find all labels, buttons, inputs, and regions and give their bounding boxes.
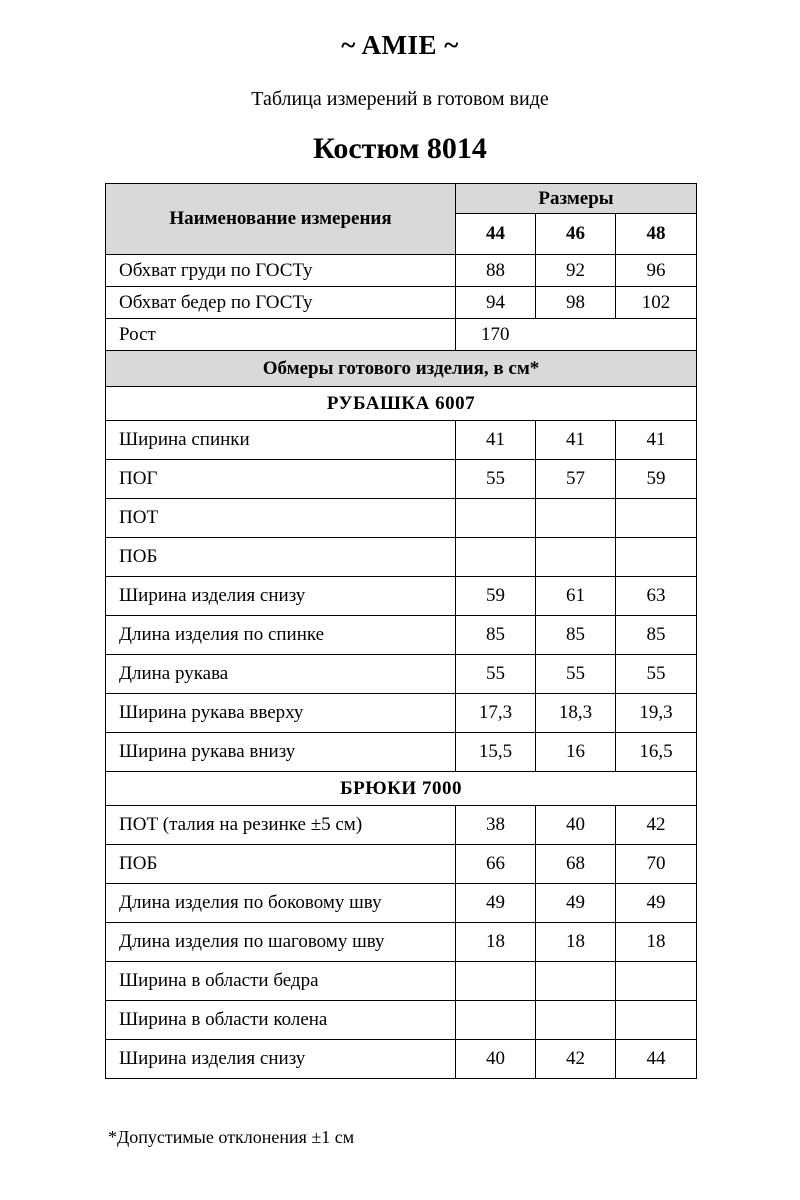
measurement-table-body — [106, 184, 697, 1079]
value-cell — [616, 499, 697, 538]
value-cell: 19,3 — [616, 694, 697, 733]
value-cell: 18 — [536, 923, 616, 962]
row-label: ПОТ (талия на резинке ±5 см) — [106, 806, 456, 845]
value-cell: 85 — [616, 616, 697, 655]
value-cell: 96 — [616, 255, 697, 287]
value-cell: 88 — [456, 255, 536, 287]
table-row — [106, 806, 697, 845]
table-row — [106, 884, 697, 923]
row-label: ПОГ — [106, 460, 456, 499]
table-row — [106, 923, 697, 962]
value-cell: 40 — [456, 1040, 536, 1079]
value-cell: 49 — [456, 884, 536, 923]
shirt-title: РУБАШКА 6007 — [106, 387, 697, 421]
table-row — [106, 845, 697, 884]
value-cell: 16,5 — [616, 733, 697, 772]
value-cell — [456, 962, 536, 1001]
value-cell: 63 — [616, 577, 697, 616]
value-cell — [456, 1001, 536, 1040]
value-cell: 41 — [536, 421, 616, 460]
value-cell: 16 — [536, 733, 616, 772]
row-label: Длина рукава — [106, 655, 456, 694]
value-cell: 59 — [456, 577, 536, 616]
brand-title: ~ AMIE ~ — [341, 30, 459, 60]
header-row-group — [106, 184, 697, 214]
table-row — [106, 287, 697, 319]
value-cell — [536, 499, 616, 538]
value-cell: 49 — [616, 884, 697, 923]
table-subtitle: Таблица измерений в готовом виде — [251, 88, 549, 110]
sizes-header: Размеры — [456, 184, 697, 214]
row-label: ПОБ — [106, 845, 456, 884]
value-cell: 17,3 — [456, 694, 536, 733]
row-label: ПОБ — [106, 538, 456, 577]
row-label: Длина изделия по шаговому шву — [106, 923, 456, 962]
value-cell: 38 — [456, 806, 536, 845]
value-cell: 94 — [456, 287, 536, 319]
footnote: *Допустимые отклонения ±1 см — [108, 1127, 355, 1147]
finished-garment-header: Обмеры готового изделия, в см* — [106, 351, 697, 387]
row-label: Ширина рукава внизу — [106, 733, 456, 772]
size-header-cell: 44 — [456, 214, 536, 255]
table-row — [106, 499, 697, 538]
table-row — [106, 1001, 697, 1040]
value-cell — [456, 499, 536, 538]
value-cell: 55 — [456, 460, 536, 499]
value-cell: 18 — [616, 923, 697, 962]
row-label: Рост — [106, 319, 456, 351]
table-row — [106, 1040, 697, 1079]
value-cell — [536, 962, 616, 1001]
row-label: Ширина в области колена — [106, 1001, 456, 1040]
value-cell: 42 — [616, 806, 697, 845]
table-row — [106, 255, 697, 287]
height-value-cell: 170 — [456, 319, 697, 351]
row-label: Обхват бедер по ГОСТу — [106, 287, 456, 319]
value-cell: 70 — [616, 845, 697, 884]
value-cell — [616, 538, 697, 577]
value-cell: 66 — [456, 845, 536, 884]
table-row — [106, 655, 697, 694]
table-row — [106, 733, 697, 772]
row-label: Ширина изделия снизу — [106, 1040, 456, 1079]
value-cell: 41 — [456, 421, 536, 460]
value-cell: 15,5 — [456, 733, 536, 772]
row-label: Ширина спинки — [106, 421, 456, 460]
value-cell: 85 — [456, 616, 536, 655]
table-row — [106, 577, 697, 616]
measurement-table — [105, 183, 697, 1079]
value-cell: 18 — [456, 923, 536, 962]
product-title: Костюм 8014 — [313, 132, 487, 165]
value-cell: 41 — [616, 421, 697, 460]
row-label: Обхват груди по ГОСТу — [106, 255, 456, 287]
value-cell: 92 — [536, 255, 616, 287]
table-row — [106, 694, 697, 733]
value-cell — [616, 962, 697, 1001]
row-label: Ширина изделия снизу — [106, 577, 456, 616]
value-cell — [536, 1001, 616, 1040]
value-cell: 57 — [536, 460, 616, 499]
value-cell: 40 — [536, 806, 616, 845]
table-row — [106, 421, 697, 460]
size-header-cell: 46 — [536, 214, 616, 255]
table-row — [106, 319, 697, 351]
value-cell: 98 — [536, 287, 616, 319]
value-cell: 55 — [456, 655, 536, 694]
value-cell — [616, 1001, 697, 1040]
value-cell: 85 — [536, 616, 616, 655]
row-label: Ширина в области бедра — [106, 962, 456, 1001]
table-row — [106, 962, 697, 1001]
row-label: Длина изделия по спинке — [106, 616, 456, 655]
value-cell: 55 — [536, 655, 616, 694]
table-row — [106, 616, 697, 655]
row-label: Длина изделия по боковому шву — [106, 884, 456, 923]
value-cell: 42 — [536, 1040, 616, 1079]
pants-title: БРЮКИ 7000 — [106, 772, 697, 806]
value-cell: 49 — [536, 884, 616, 923]
value-cell: 18,3 — [536, 694, 616, 733]
value-cell: 68 — [536, 845, 616, 884]
row-label: ПОТ — [106, 499, 456, 538]
value-cell — [536, 538, 616, 577]
section-header-row — [106, 351, 697, 387]
value-cell: 44 — [616, 1040, 697, 1079]
row-label: Ширина рукава вверху — [106, 694, 456, 733]
measurement-name-header: Наименование измерения — [106, 184, 456, 255]
size-header-cell: 48 — [616, 214, 697, 255]
value-cell — [456, 538, 536, 577]
value-cell: 55 — [616, 655, 697, 694]
value-cell: 102 — [616, 287, 697, 319]
value-cell: 61 — [536, 577, 616, 616]
shirt-title-row — [106, 387, 697, 421]
table-row — [106, 538, 697, 577]
value-cell: 59 — [616, 460, 697, 499]
table-row — [106, 460, 697, 499]
pants-title-row — [106, 772, 697, 806]
